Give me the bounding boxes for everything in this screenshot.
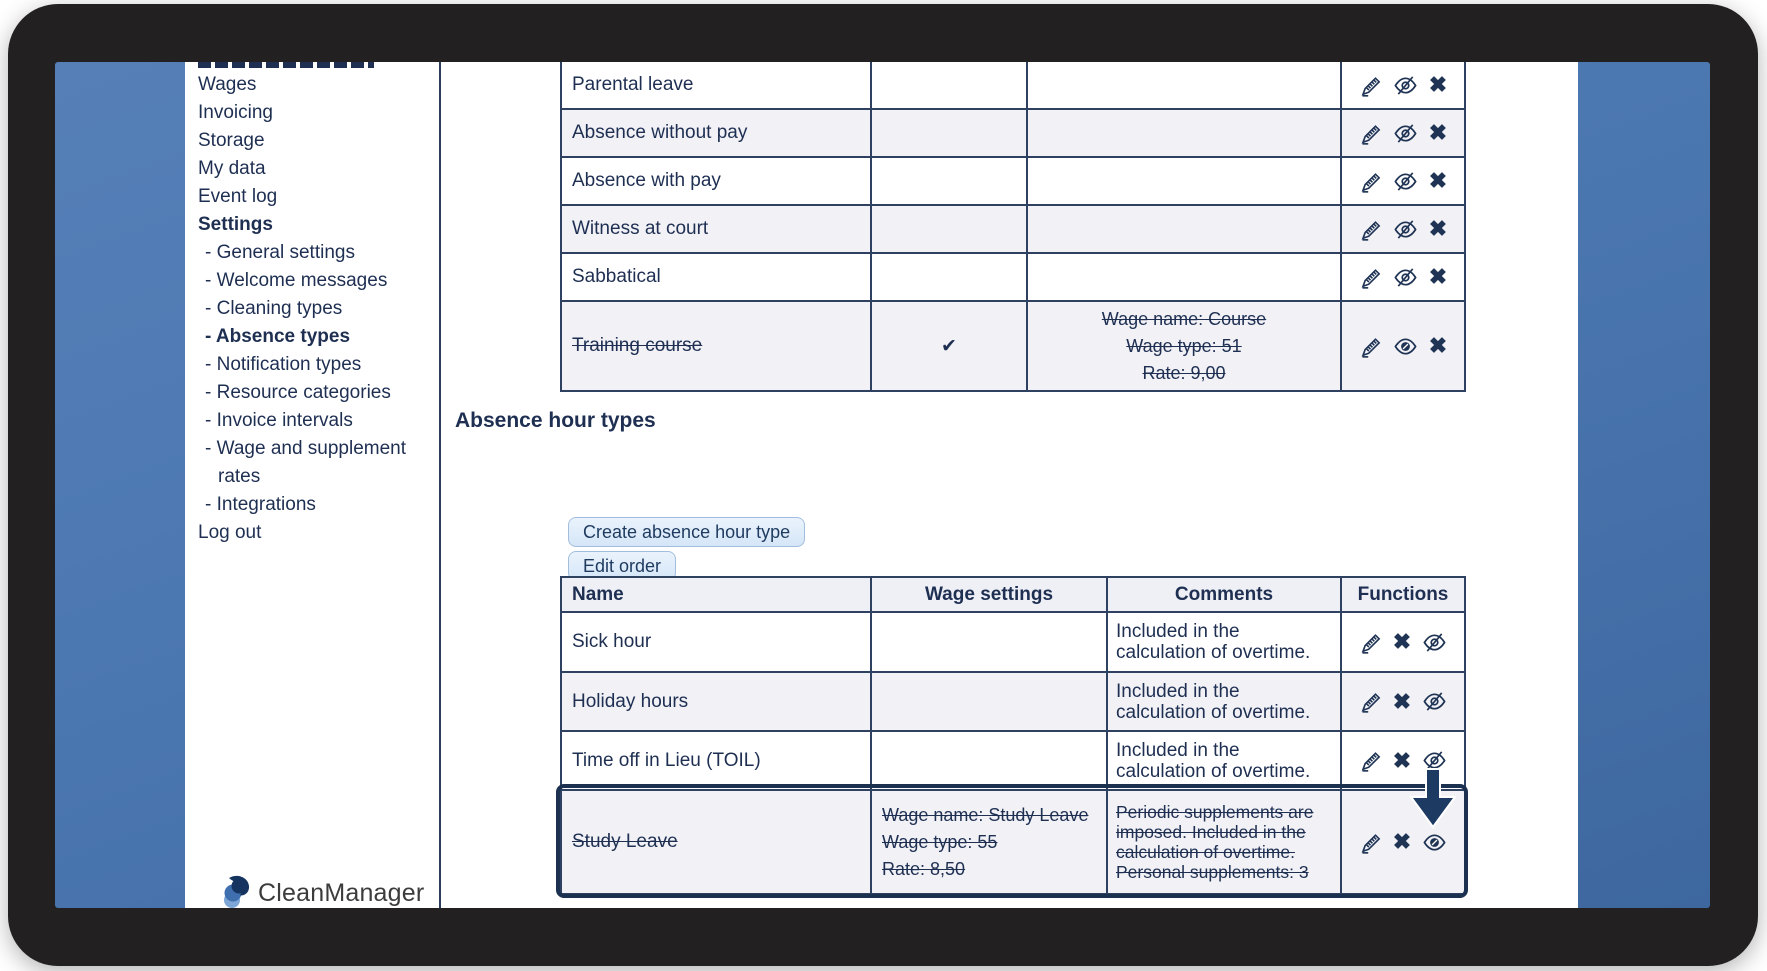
sidebar-item-cleaning-types[interactable]: - Cleaning types <box>205 298 343 319</box>
wage-setting-line: Rate: 9,00 <box>1142 362 1226 383</box>
table-row <box>561 205 1465 253</box>
delete-icon[interactable]: ✖ <box>1392 829 1412 854</box>
sidebar <box>185 62 441 908</box>
column-header-functions: Functions <box>1341 577 1465 612</box>
hide-eye-icon[interactable] <box>1422 690 1447 713</box>
absence-type-name: Absence with pay <box>561 157 871 205</box>
table-row <box>561 672 1465 731</box>
screen-wallpaper <box>55 62 1710 908</box>
sidebar-item-invoicing[interactable]: Invoicing <box>198 102 273 123</box>
sidebar-item-integrations[interactable]: - Integrations <box>205 494 316 515</box>
app-window <box>185 62 1578 908</box>
wage-setting-line: Wage name: Study Leave <box>882 804 1089 825</box>
edit-icon[interactable] <box>1359 122 1382 145</box>
hide-eye-icon[interactable] <box>1422 749 1447 772</box>
sidebar-item-my-data[interactable]: My data <box>198 158 266 179</box>
wage-setting-line: Wage name: Course <box>1101 308 1267 329</box>
device-frame <box>8 4 1758 966</box>
sidebar-item-wage-supplement-rates[interactable]: - Wage and supplement rates <box>205 438 407 487</box>
delete-icon[interactable]: ✖ <box>1392 688 1412 714</box>
edit-icon[interactable] <box>1359 335 1382 358</box>
edit-icon[interactable] <box>1359 266 1382 289</box>
checkmark-icon: ✔ <box>941 335 957 357</box>
table-row-inactive <box>561 301 1465 391</box>
table-row <box>561 109 1465 157</box>
column-header-name: Name <box>561 577 871 612</box>
edit-icon[interactable] <box>1359 218 1382 241</box>
show-eye-icon[interactable] <box>1422 831 1447 854</box>
absence-types-table <box>560 62 1466 392</box>
delete-icon[interactable]: ✖ <box>1428 264 1448 289</box>
hour-type-comment: Included in the calculation of overtime. <box>1107 731 1341 790</box>
sidebar-item-logout[interactable]: Log out <box>198 522 262 543</box>
delete-icon[interactable]: ✖ <box>1392 629 1412 654</box>
table-row <box>561 62 1465 109</box>
absence-type-name: Training course <box>561 301 871 391</box>
main-content <box>443 62 1578 908</box>
edit-icon[interactable] <box>1359 170 1382 193</box>
hide-eye-icon[interactable] <box>1422 631 1447 654</box>
table-row <box>561 612 1465 672</box>
delete-icon[interactable]: ✖ <box>1428 72 1448 97</box>
absence-type-name: Witness at court <box>561 205 871 253</box>
cleanmanager-logo-icon <box>221 874 253 908</box>
hour-type-comment: Included in the calculation of overtime. <box>1107 612 1341 672</box>
sidebar-item-invoice-intervals[interactable]: - Invoice intervals <box>205 410 353 431</box>
hour-type-name: Sick hour <box>561 612 871 672</box>
table-row-inactive-highlighted <box>561 790 1465 894</box>
sidebar-item-clipped[interactable] <box>198 62 374 68</box>
hide-eye-icon[interactable] <box>1393 266 1418 289</box>
sidebar-item-general-settings[interactable]: - General settings <box>205 242 355 263</box>
sidebar-item-settings[interactable]: Settings <box>198 214 273 235</box>
table-row <box>561 253 1465 301</box>
show-eye-icon[interactable] <box>1393 335 1418 358</box>
hour-type-name: Study Leave <box>561 790 871 894</box>
edit-icon[interactable] <box>1359 631 1382 654</box>
wage-setting-line: Rate: 8,50 <box>882 858 966 879</box>
delete-icon[interactable]: ✖ <box>1428 333 1448 358</box>
edit-icon[interactable] <box>1359 831 1382 854</box>
sidebar-item-welcome-messages[interactable]: - Welcome messages <box>205 270 388 291</box>
sidebar-item-event-log[interactable]: Event log <box>198 186 278 207</box>
absence-type-name: Sabbatical <box>561 253 871 301</box>
wage-setting-line: Wage type: 55 <box>882 831 998 852</box>
edit-icon[interactable] <box>1359 690 1382 713</box>
delete-icon[interactable]: ✖ <box>1428 168 1448 193</box>
hide-eye-icon[interactable] <box>1393 218 1418 241</box>
logo-text: CleanManager <box>258 878 425 907</box>
column-header-comments: Comments <box>1107 577 1341 612</box>
hour-type-name: Holiday hours <box>561 672 871 731</box>
brand-logo <box>221 874 424 908</box>
table-row <box>561 157 1465 205</box>
wage-setting-line: Wage type: 51 <box>1126 335 1242 356</box>
edit-order-button[interactable]: Edit order <box>568 551 676 581</box>
hour-type-comment: Periodic supplements are imposed. Included in the calculation of overtime. Personal supplements: 3 <box>1107 790 1341 894</box>
delete-icon[interactable]: ✖ <box>1392 747 1412 773</box>
sidebar-item-wages[interactable]: Wages <box>198 74 257 95</box>
sidebar-item-absence-types[interactable]: - Absence types <box>205 326 351 347</box>
table-header-row <box>561 577 1465 612</box>
hide-eye-icon[interactable] <box>1393 170 1418 193</box>
create-absence-hour-type-button[interactable]: Create absence hour type <box>568 517 805 547</box>
hour-type-name: Time off in Lieu (TOIL) <box>561 731 871 790</box>
column-header-wage-settings: Wage settings <box>871 577 1107 612</box>
hide-eye-icon[interactable] <box>1393 122 1418 145</box>
sidebar-item-notification-types[interactable]: - Notification types <box>205 354 362 375</box>
delete-icon[interactable]: ✖ <box>1428 216 1448 241</box>
page-title: Absence hour types <box>455 409 656 432</box>
hide-eye-icon[interactable] <box>1393 74 1418 97</box>
edit-icon[interactable] <box>1359 74 1382 97</box>
delete-icon[interactable]: ✖ <box>1428 120 1448 145</box>
table-row <box>561 731 1465 790</box>
sidebar-item-storage[interactable]: Storage <box>198 130 265 151</box>
absence-type-name: Parental leave <box>561 62 871 109</box>
absence-type-name: Absence without pay <box>561 109 871 157</box>
absence-hour-types-table <box>560 576 1466 895</box>
edit-icon[interactable] <box>1359 749 1382 772</box>
sidebar-item-resource-categories[interactable]: - Resource categories <box>205 382 391 403</box>
hour-type-comment: Included in the calculation of overtime. <box>1107 672 1341 731</box>
